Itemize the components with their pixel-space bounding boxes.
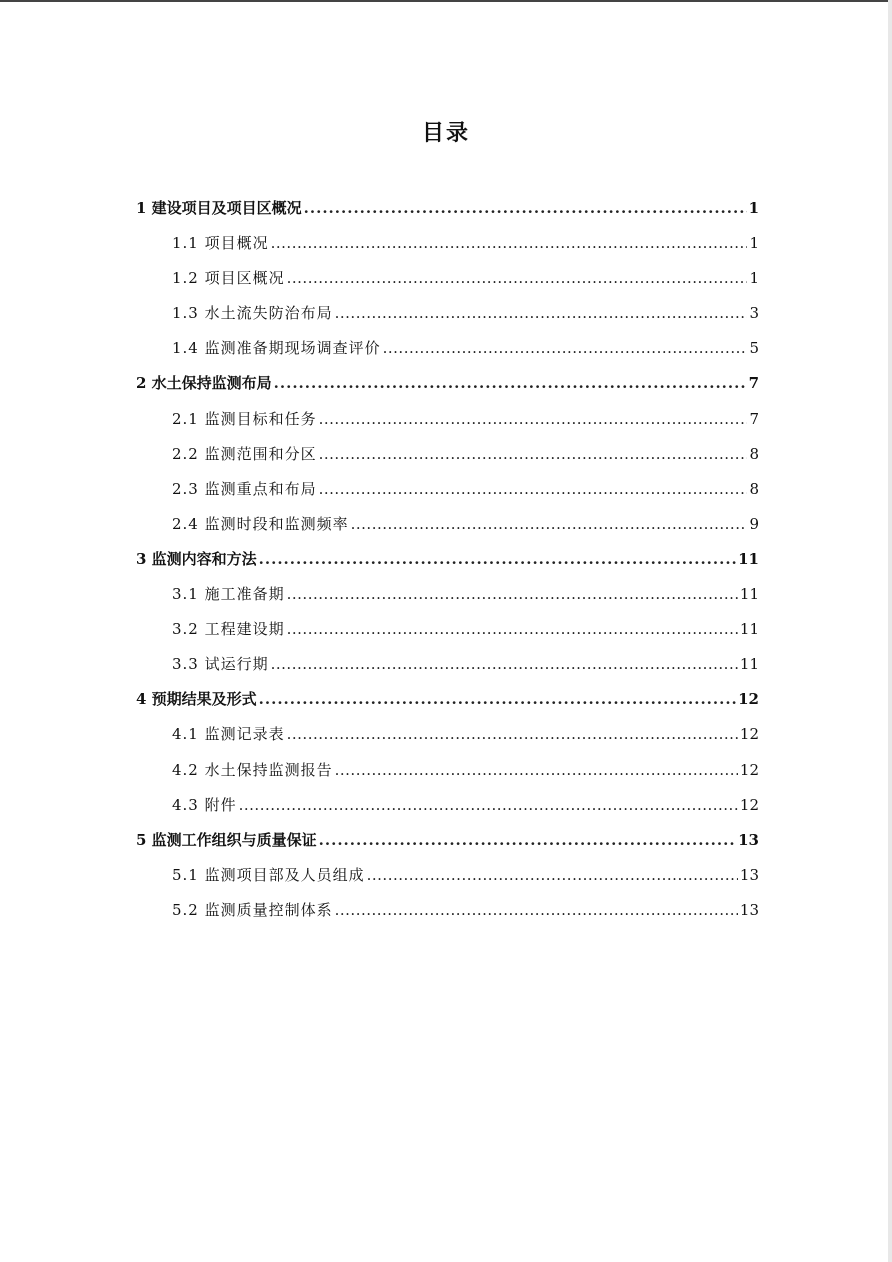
toc-entry-label: 5.2 监测质量控制体系 (172, 900, 333, 919)
toc-dot-leader (335, 893, 738, 928)
toc-chapter-entry[interactable] (136, 542, 759, 577)
toc-entry-label: 2.1 监测目标和任务 (172, 409, 317, 428)
toc-dot-leader (319, 402, 748, 437)
toc-dot-leader (271, 647, 738, 682)
toc-dot-leader (319, 823, 736, 858)
toc-chapter-entry[interactable] (136, 366, 759, 401)
toc-entry-label: 5 监测工作组织与质量保证 (136, 830, 317, 849)
toc-dot-leader (274, 366, 747, 401)
page-title: 目录 (421, 121, 470, 146)
toc-dot-leader (383, 331, 748, 366)
toc-section-entry[interactable] (136, 577, 759, 612)
toc-page-number: 13 (739, 865, 759, 884)
toc-entry-label: 1.1 项目概况 (172, 234, 269, 253)
page-edge-shadow (888, 0, 892, 1262)
toc-dot-leader (259, 682, 736, 717)
toc-section-entry[interactable] (136, 437, 759, 472)
toc-entry-label: 1 建设项目及项目区概况 (136, 199, 302, 217)
toc-dot-leader (335, 296, 748, 331)
toc-page-number: 8 (749, 479, 759, 498)
toc-entry-label: 1.2 项目区概况 (172, 269, 285, 288)
toc-page-number: 3 (749, 304, 759, 323)
toc-entry-label: 5.1 监测项目部及人员组成 (172, 865, 365, 884)
toc-dot-leader (351, 507, 748, 542)
toc-page-number: 8 (749, 444, 759, 463)
toc-page-number: 5 (749, 339, 759, 358)
toc-entry-label: 2.2 监测范围和分区 (172, 444, 317, 463)
toc-dot-leader (287, 577, 738, 612)
toc-entry-label: 4.1 监测记录表 (172, 725, 285, 744)
toc-chapter-entry[interactable] (136, 823, 759, 858)
toc-page-number: 1 (749, 234, 759, 253)
toc-entry-label: 1.4 监测准备期现场调查评价 (172, 339, 381, 358)
toc-page-number: 11 (739, 655, 759, 674)
toc-section-entry[interactable] (136, 507, 759, 542)
toc-dot-leader (287, 717, 738, 752)
toc-section-entry[interactable] (136, 893, 759, 928)
toc-dot-leader (239, 788, 738, 823)
toc-section-entry[interactable] (136, 753, 759, 788)
toc-dot-leader (335, 753, 738, 788)
top-border-line (0, 0, 892, 2)
toc-dot-leader (319, 437, 748, 472)
toc-entry-label: 4.2 水土保持监测报告 (172, 760, 333, 779)
toc-page-number: 7 (748, 374, 759, 393)
toc-entry-label: 3.3 试运行期 (172, 655, 269, 674)
toc-page-number: 9 (749, 514, 759, 533)
toc-page-number: 12 (739, 760, 759, 779)
toc-section-entry[interactable] (136, 402, 759, 437)
toc-chapter-entry[interactable] (136, 191, 759, 226)
toc-page-number: 7 (749, 409, 759, 428)
toc-section-entry[interactable] (136, 858, 759, 893)
toc-dot-leader (287, 612, 738, 647)
toc-page-number: 12 (739, 725, 759, 744)
toc-dot-leader (319, 472, 748, 507)
toc-page-number: 1 (748, 199, 759, 217)
toc-entry-label: 4.3 附件 (172, 795, 237, 814)
toc-page-number: 13 (738, 830, 759, 849)
toc-entry-label: 2.3 监测重点和布局 (172, 479, 317, 498)
toc-entry-label: 3 监测内容和方法 (136, 549, 257, 568)
toc-section-entry[interactable] (136, 226, 759, 261)
toc-section-entry[interactable] (136, 612, 759, 647)
toc-section-entry[interactable] (136, 331, 759, 366)
toc-entry-label: 2.4 监测时段和监测频率 (172, 514, 349, 533)
toc-dot-leader (304, 191, 747, 226)
toc-page-number: 11 (739, 585, 759, 604)
toc-section-entry[interactable] (136, 261, 759, 296)
toc-entry-label: 1.3 水土流失防治布局 (172, 304, 333, 323)
toc-dot-leader (287, 261, 748, 296)
toc-entry-label: 3.1 施工准备期 (172, 585, 285, 604)
toc-section-entry[interactable] (136, 472, 759, 507)
toc-section-entry[interactable] (136, 296, 759, 331)
toc-page-number: 12 (739, 795, 759, 814)
toc-dot-leader (259, 542, 736, 577)
toc-dot-leader (271, 226, 748, 261)
toc-chapter-entry[interactable] (136, 682, 759, 717)
toc-entry-label: 4 预期结果及形式 (136, 690, 257, 709)
toc-page-number: 12 (738, 690, 759, 709)
toc-page-number: 11 (739, 620, 759, 639)
toc-entry-label: 2 水土保持监测布局 (136, 374, 272, 393)
toc-page-number: 11 (738, 549, 759, 568)
toc-entry-label: 3.2 工程建设期 (172, 620, 285, 639)
toc-section-entry[interactable] (136, 647, 759, 682)
toc-dot-leader (367, 858, 738, 893)
toc-section-entry[interactable] (136, 788, 759, 823)
table-of-contents (136, 191, 759, 928)
toc-page-number: 13 (739, 900, 759, 919)
toc-section-entry[interactable] (136, 717, 759, 752)
toc-page-number: 1 (749, 269, 759, 288)
